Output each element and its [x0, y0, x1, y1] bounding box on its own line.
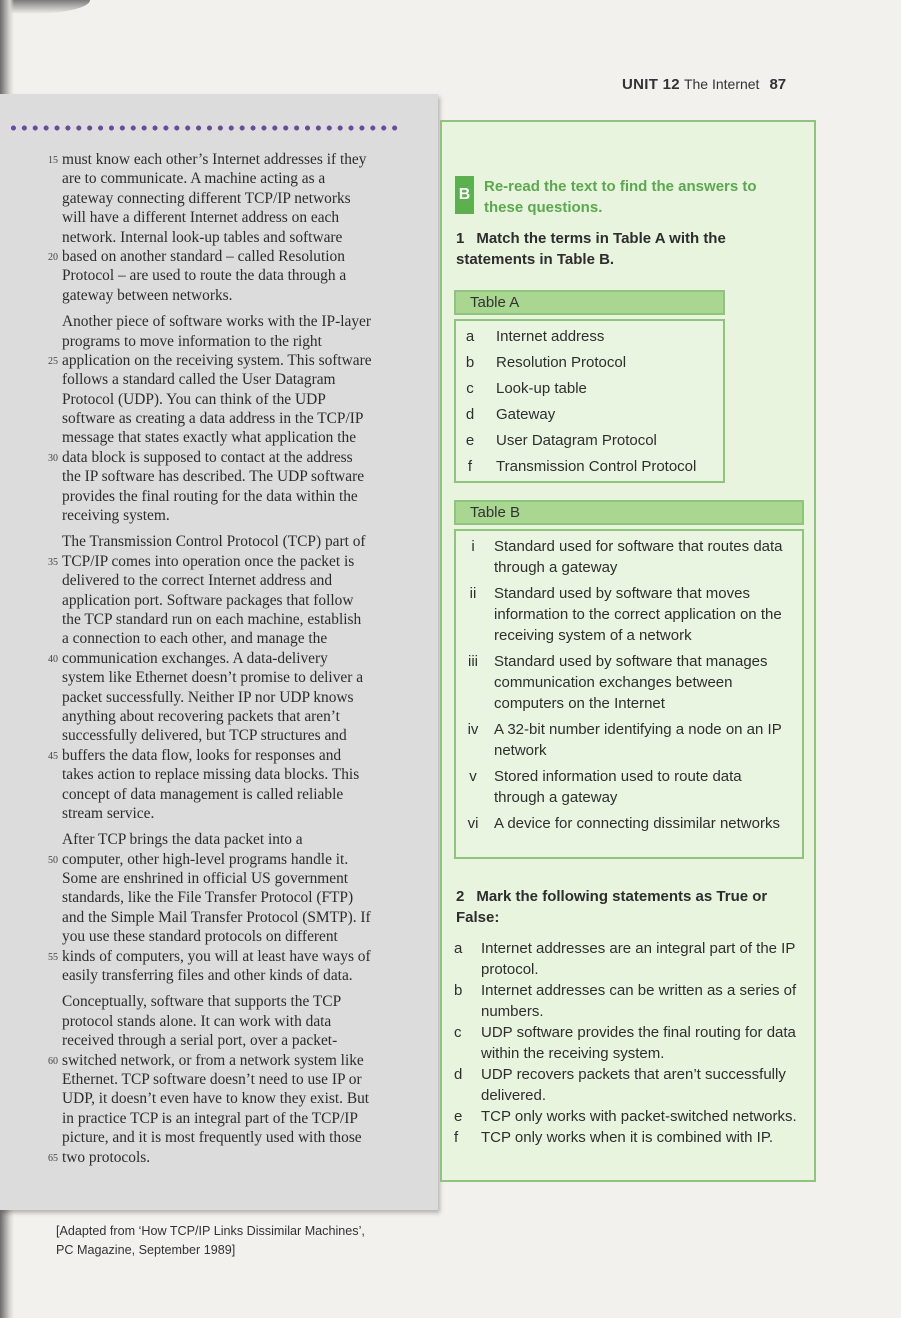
statement-letter: e: [454, 1108, 463, 1125]
item-letter: f: [467, 458, 473, 475]
line-number: 35: [48, 556, 58, 568]
reading-line: [0, 668, 438, 687]
reading-line: [0, 506, 438, 525]
reading-line: [0, 150, 438, 169]
reading-line: [0, 629, 438, 648]
statement-text: Internet addresses can be written as a series of numbers.: [481, 982, 797, 1020]
item-term: Internet address: [496, 328, 605, 345]
reading-line: [0, 467, 438, 486]
statement-item: [454, 938, 804, 980]
reading-line: [0, 765, 438, 784]
reading-line: [0, 351, 438, 370]
statement-text: UDP recovers packets that aren’t successfully delivered.: [481, 1066, 786, 1104]
reading-line: [0, 726, 438, 745]
table-a: [454, 319, 725, 483]
line-number: 40: [48, 653, 58, 665]
reading-line: [0, 1128, 438, 1147]
table-b: [454, 529, 804, 859]
table-b-row: [456, 583, 794, 646]
line-number: 45: [48, 750, 58, 762]
line-text: UDP, it doesn’t even have to know they exist. But: [62, 1090, 370, 1108]
section-badge: B: [455, 176, 474, 214]
reading-line: [0, 571, 438, 590]
reading-line: [0, 707, 438, 726]
line-text: computer, other high-level programs handle it.: [62, 850, 349, 868]
reading-line: [0, 332, 438, 351]
line-text: kinds of computers, you will at least have ways of: [62, 947, 371, 965]
line-text: standards, like the File Transfer Protocol (FTP): [62, 889, 354, 907]
item-term: User Datagram Protocol: [496, 432, 657, 449]
reading-panel: [0, 94, 438, 1210]
reading-line: [0, 908, 438, 927]
statement-text: TCP only works when it is combined with IP.: [481, 1129, 774, 1146]
reading-line: [0, 1089, 438, 1108]
line-text: anything about recovering packets that aren’t: [62, 707, 340, 725]
item-statement: Standard used by software that manages communication exchanges between computers on the Internet: [494, 653, 768, 712]
line-text: Some are enshrined in official US government: [62, 870, 349, 888]
line-number: 25: [48, 355, 58, 367]
reading-line: [0, 1070, 438, 1089]
line-text: received through a serial port, over a packet-: [62, 1032, 338, 1050]
table-a-row: [456, 456, 723, 482]
statement-letter: a: [454, 940, 463, 957]
table-b-row: [456, 719, 794, 761]
reading-line: [0, 804, 438, 823]
reading-line: [0, 927, 438, 946]
reading-line: [0, 487, 438, 506]
line-text: Ethernet. TCP software doesn’t need to use IP or: [62, 1070, 362, 1088]
reading-line: [0, 169, 438, 188]
reading-line: [0, 247, 438, 266]
reading-line: [0, 947, 438, 966]
reading-line: [0, 830, 438, 849]
line-text: packet successfully. Neither IP nor UDP knows: [62, 688, 354, 706]
item-statement: A 32-bit number identifying a node on an IP network: [494, 721, 782, 759]
item-numeral: iii: [468, 653, 478, 670]
line-number: 50: [48, 854, 58, 866]
line-text: two protocols.: [62, 1148, 151, 1166]
line-number: 60: [48, 1055, 58, 1067]
statement-letter: f: [454, 1129, 459, 1146]
table-a-row: [456, 326, 723, 352]
line-text: Protocol (UDP). You can think of the UDP: [62, 390, 326, 408]
line-text: picture, and it is most frequently used with those: [62, 1129, 362, 1147]
reading-line: [0, 610, 438, 629]
line-text: delivered to the correct Internet address and: [62, 572, 333, 590]
line-text: you use these standard protocols on different: [62, 928, 338, 946]
table-a-row: [456, 430, 723, 456]
statement-item: [454, 1022, 804, 1064]
reading-line: [0, 409, 438, 428]
reading-line: [0, 1051, 438, 1070]
item-numeral: vi: [467, 815, 479, 832]
statement-letter: d: [454, 1066, 463, 1083]
item-letter: a: [465, 328, 475, 345]
line-text: programs to move information to the right: [62, 332, 322, 350]
line-text: buffers the data flow, looks for responses and: [62, 746, 342, 764]
item-term: Resolution Protocol: [496, 354, 627, 371]
reading-line: [0, 286, 438, 305]
reading-line: [0, 208, 438, 227]
item-letter: c: [466, 380, 474, 397]
reading-line: [0, 992, 438, 1011]
item-letter: e: [465, 432, 475, 449]
reading-line: [0, 189, 438, 208]
line-text: The Transmission Control Protocol (TCP) part of: [62, 533, 366, 551]
reading-line: [0, 228, 438, 247]
table-a-row: [456, 404, 723, 430]
reading-text: [0, 150, 438, 1167]
line-text: application port. Software packages that follow: [62, 591, 354, 609]
source-citation: [56, 1222, 416, 1260]
line-text: a connection to each other, and manage the: [62, 630, 328, 648]
line-text: Protocol – are used to route the data through a: [62, 267, 347, 285]
reading-line: [0, 1109, 438, 1128]
line-text: follows a standard called the User Datagram: [62, 371, 336, 389]
reading-line: [0, 532, 438, 551]
statement-text: Internet addresses are an integral part of the IP protocol.: [481, 940, 796, 978]
item-statement: A device for connecting dissimilar networks: [494, 815, 780, 832]
statement-letter: c: [454, 1024, 462, 1041]
table-a-row: [456, 378, 723, 404]
question-1: [456, 228, 806, 270]
line-text: will have a different Internet address on each: [62, 209, 340, 227]
line-text: are to communicate. A machine acting as a: [62, 170, 326, 188]
reading-line: [0, 591, 438, 610]
question-text: Match the terms in Table A with the: [476, 230, 726, 247]
line-text: the TCP standard run on each machine, establish: [62, 610, 362, 628]
line-text: switched network, or from a network system like: [62, 1051, 364, 1069]
reading-line: [0, 1012, 438, 1031]
line-text: data block is supposed to contact at the address: [62, 448, 353, 466]
table-b-label: Table B: [454, 500, 804, 525]
table-b-row: [456, 766, 794, 808]
item-statement: Stored information used to route data through a gateway: [494, 768, 742, 806]
reading-line: [0, 649, 438, 668]
item-numeral: i: [471, 538, 475, 555]
instruction-line: Re-read the text to find the answers to: [484, 178, 757, 195]
question-text: Mark the following statements as True or: [476, 888, 768, 905]
reading-line: [0, 312, 438, 331]
question-number: 2: [456, 888, 465, 905]
true-false-list: [454, 938, 804, 1148]
item-numeral: iv: [467, 721, 479, 738]
page-header: [622, 76, 822, 98]
item-statement: Standard used by software that moves information to the correct application on the receiving system of a network: [494, 585, 782, 644]
line-text: and the Simple Mail Transfer Protocol (SMTP). If: [62, 908, 371, 926]
line-text: communication exchanges. A data-delivery: [62, 649, 328, 667]
instruction-line: these questions.: [484, 199, 603, 216]
reading-line: [0, 688, 438, 707]
line-number: 55: [48, 951, 58, 963]
reading-line: [0, 428, 438, 447]
item-numeral: v: [469, 768, 477, 785]
table-a-row: [456, 352, 723, 378]
line-text: in practice TCP is an integral part of the TCP/IP: [62, 1109, 358, 1127]
line-text: protocol stands alone. It can work with data: [62, 1012, 332, 1030]
reading-line: [0, 746, 438, 765]
table-a-label: Table A: [454, 290, 725, 315]
line-text: message that states exactly what application the: [62, 429, 357, 447]
line-text: Conceptually, software that supports the TCP: [62, 993, 342, 1011]
reading-line: [0, 266, 438, 285]
line-text: easily transferring files and other kinds of data.: [62, 967, 353, 985]
statement-text: TCP only works with packet-switched networks.: [481, 1108, 797, 1125]
statement-item: [454, 980, 804, 1022]
statement-item: [454, 1127, 804, 1148]
item-statement: Standard used for software that routes data through a gateway: [494, 538, 783, 576]
line-text: stream service.: [62, 804, 155, 822]
line-number: 20: [48, 251, 58, 263]
page-number: 87: [769, 76, 787, 93]
line-text: gateway between networks.: [62, 286, 233, 304]
exercise-instruction: [484, 176, 784, 218]
item-term: Transmission Control Protocol: [496, 458, 697, 475]
reading-line: [0, 390, 438, 409]
source-line: PC Magazine, September 1989]: [56, 1243, 236, 1257]
question-text: False:: [456, 909, 500, 926]
item-term: Look-up table: [496, 380, 587, 397]
reading-line: [0, 966, 438, 985]
line-text: must know each other’s Internet addresses if they: [62, 151, 367, 168]
line-text: system like Ethernet doesn’t promise to deliver a: [62, 669, 364, 687]
line-text: provides the final routing for the data within the: [62, 487, 358, 505]
unit-label: UNIT 12: [622, 76, 680, 93]
table-b-row: [456, 536, 794, 578]
item-term: Gateway: [496, 406, 556, 423]
line-text: takes action to replace missing data blocks. This: [62, 766, 360, 784]
item-letter: b: [465, 354, 475, 371]
line-text: Another piece of software works with the IP-layer: [62, 313, 371, 331]
line-text: software as creating a data address in the TCP/IP: [62, 410, 364, 428]
question-text: statements in Table B.: [456, 251, 615, 268]
table-b-row: [456, 651, 794, 714]
line-number: 65: [48, 1152, 58, 1164]
line-text: based on another standard – called Resolution: [62, 247, 345, 265]
statement-text: UDP software provides the final routing for data within the receiving system.: [481, 1024, 796, 1062]
line-text: concept of data management is called reliable: [62, 785, 344, 803]
statement-item: [454, 1106, 804, 1127]
reading-line: [0, 448, 438, 467]
reading-line: [0, 1148, 438, 1167]
line-text: network. Internal look-up tables and software: [62, 228, 343, 246]
line-text: successfully delivered, but TCP structures and: [62, 727, 347, 745]
reading-line: [0, 888, 438, 907]
question-number: 1: [456, 230, 465, 247]
source-line: [Adapted from ‘How TCP/IP Links Dissimilar Machines’,: [56, 1224, 365, 1238]
line-text: After TCP brings the data packet into a: [62, 831, 303, 849]
reading-line: [0, 370, 438, 389]
line-number: 30: [48, 452, 58, 464]
line-text: application on the receiving system. This software: [62, 351, 372, 369]
line-text: the IP software has described. The UDP software: [62, 468, 365, 486]
line-text: receiving system.: [62, 507, 170, 525]
line-text: gateway connecting different TCP/IP networks: [62, 189, 351, 207]
reading-line: [0, 850, 438, 869]
statement-letter: b: [454, 982, 463, 999]
statement-item: [454, 1064, 804, 1106]
unit-title: The Internet: [683, 76, 760, 92]
reading-line: [0, 785, 438, 804]
line-text: TCP/IP comes into operation once the packet is: [62, 552, 355, 570]
table-b-row: [456, 813, 794, 834]
dotted-divider: [8, 124, 398, 132]
question-2: [456, 886, 806, 928]
reading-line: [0, 1031, 438, 1050]
line-number: 15: [48, 155, 58, 166]
item-letter: d: [465, 406, 475, 423]
item-numeral: ii: [469, 585, 477, 602]
reading-line: [0, 552, 438, 571]
reading-line: [0, 869, 438, 888]
